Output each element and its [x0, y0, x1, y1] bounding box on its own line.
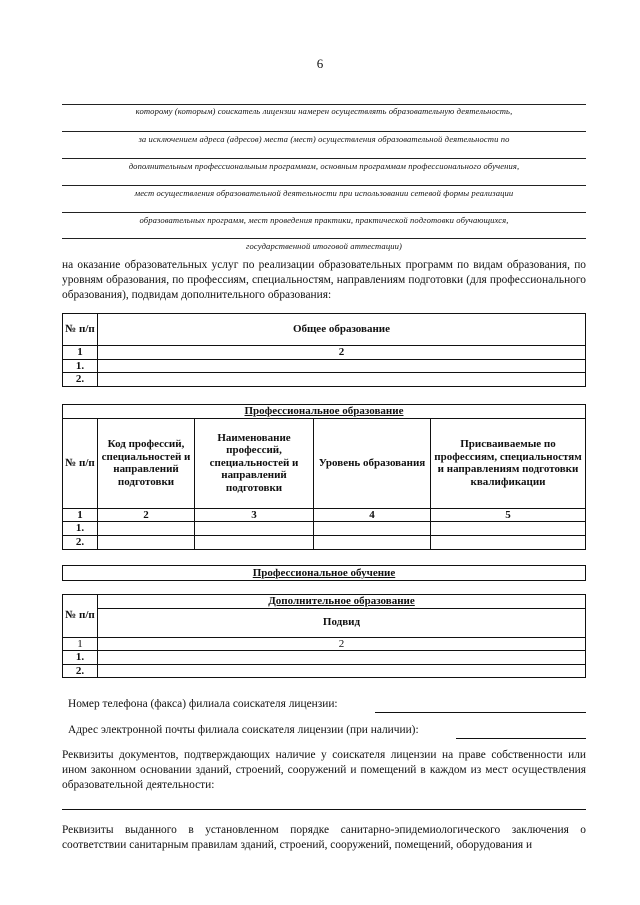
row-number: 2.: [63, 664, 98, 678]
empty-cell[interactable]: [98, 359, 586, 373]
empty-cell[interactable]: [195, 536, 314, 550]
table-row: [63, 522, 586, 536]
additional-education-table: [62, 594, 586, 678]
index-cell: 2: [98, 346, 586, 360]
fill-line: [62, 212, 586, 213]
phone-field[interactable]: [375, 712, 586, 713]
additional-title: Дополнительное образование: [98, 595, 586, 609]
general-education-table: [62, 313, 586, 387]
empty-cell[interactable]: [98, 373, 586, 387]
page-number: 6: [316, 56, 324, 71]
index-cell: 3: [195, 508, 314, 522]
empty-cell[interactable]: [431, 522, 586, 536]
empty-cell[interactable]: [195, 522, 314, 536]
row-number: 1.: [63, 522, 98, 536]
email-label: Адрес электронной почты филиала соискателя лицензии (при наличии):: [68, 724, 419, 736]
col-qualification-header: Присваиваемые по профессиям, специальностям и направлениям подготовки квалификации: [431, 418, 586, 508]
row-number: 2.: [63, 373, 98, 387]
empty-cell[interactable]: [98, 664, 586, 678]
empty-cell[interactable]: [98, 536, 195, 550]
index-cell: 1: [63, 637, 98, 651]
table-row: [63, 373, 586, 387]
general-title: Общее образование: [98, 314, 586, 346]
empty-cell[interactable]: [431, 536, 586, 550]
intro-paragraph: на оказание образовательных услуг по реализации образовательных программ по видам образования, по уровням образования, по профессиям, специальностям, направлениям подготовки (для профессионального образования), подвидам дополнительного образования:: [62, 259, 586, 302]
phone-label: Номер телефона (факса) филиала соискателя лицензии:: [68, 698, 338, 710]
requisites-paragraph: Реквизиты документов, подтверждающих наличие у соискателя лицензии на праве собственности или ином законном основании зданий, строений, сооружений и помещений в каждом из мест осуществления образовательной деятельности:: [62, 749, 586, 792]
table-row: [63, 359, 586, 373]
col-number-header: № п/п: [63, 314, 98, 346]
row-number: 1.: [63, 651, 98, 665]
fill-line: [62, 158, 586, 159]
caption-line: за исключением адреса (адресов) места (мест) осуществления образовательной деятельности по: [138, 134, 510, 144]
col-name-header: Наименование профессий, специальностей и направлений подготовки: [195, 418, 314, 508]
index-cell: 5: [431, 508, 586, 522]
fill-line: [62, 185, 586, 186]
professional-training-box: Профессиональное обучение: [62, 565, 586, 581]
empty-cell[interactable]: [314, 536, 431, 550]
fill-line: [62, 104, 586, 105]
caption-line: дополнительным профессиональным программам, основным программам профессионального обучения,: [128, 161, 520, 171]
caption-line: государственной итоговой аттестации): [246, 241, 402, 251]
index-cell: 2: [98, 508, 195, 522]
empty-cell[interactable]: [98, 651, 586, 665]
index-cell: 1: [63, 346, 98, 360]
col-number-header: № п/п: [63, 595, 98, 638]
empty-cell[interactable]: [314, 522, 431, 536]
col-code-header: Код профессий, специальностей и направлений подготовки: [98, 418, 195, 508]
additional-subtitle: Подвид: [98, 608, 586, 637]
index-cell: 2: [98, 637, 586, 651]
fill-line: [62, 238, 586, 239]
table-row: [63, 536, 586, 550]
index-cell: 1: [63, 508, 98, 522]
empty-cell[interactable]: [98, 522, 195, 536]
col-number-header: № п/п: [63, 418, 98, 508]
caption-line: которому (которым) соискатель лицензии намерен осуществлять образовательную деятельность,: [135, 106, 513, 116]
email-field[interactable]: [456, 738, 586, 739]
table-row: [63, 664, 586, 678]
caption-line: образовательных программ, мест проведения практики, практической подготовки обучающихся,: [139, 215, 509, 225]
table-row: [63, 651, 586, 665]
caption-line: мест осуществления образовательной деятельности при использовании сетевой формы реализации: [134, 188, 514, 198]
sanitary-paragraph: Реквизиты выданного в установленном порядке санитарно-эпидемиологического заключения о соответствии санитарным правилам зданий, строений, сооружений, помещений, оборудования и: [62, 824, 586, 852]
index-cell: 4: [314, 508, 431, 522]
requisites-field[interactable]: [62, 809, 586, 810]
row-number: 1.: [63, 359, 98, 373]
professional-title: Профессиональное образование: [63, 405, 586, 419]
professional-education-table: [62, 404, 586, 550]
fill-line: [62, 131, 586, 132]
col-level-header: Уровень образования: [314, 418, 431, 508]
row-number: 2.: [63, 536, 98, 550]
